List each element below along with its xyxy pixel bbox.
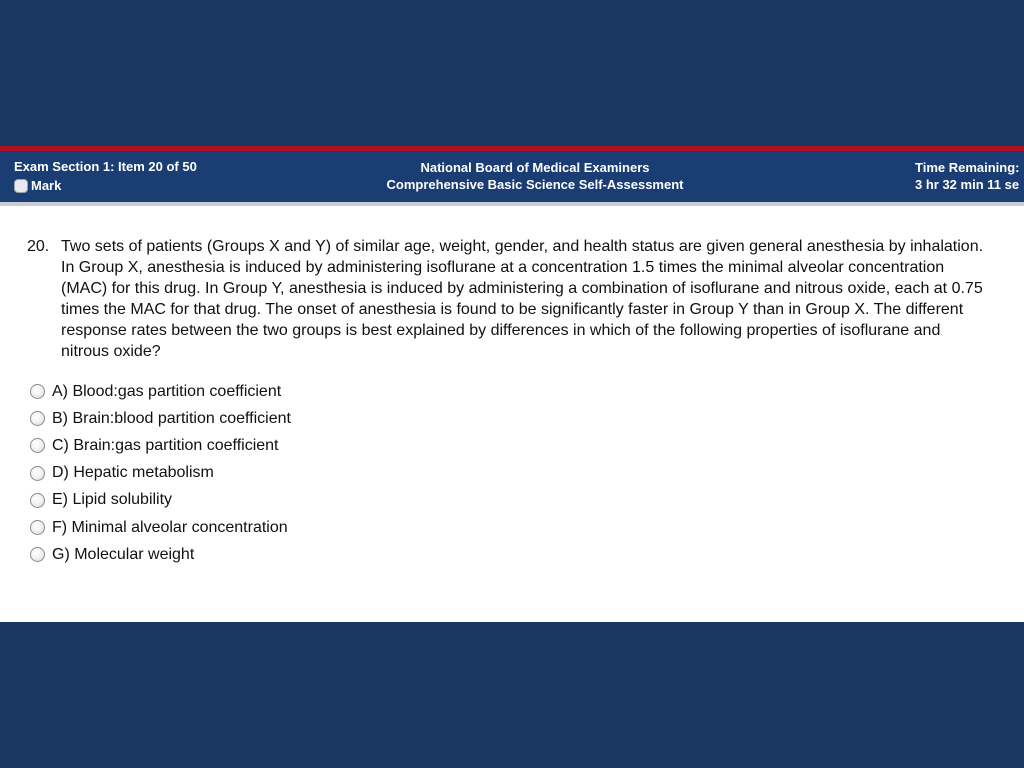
answer-option-c[interactable] [30,432,291,459]
mark-checkbox[interactable] [14,178,61,193]
bottom-frame [0,622,1024,768]
answer-option-g[interactable] [30,541,291,568]
answer-label-d[interactable]: D) Hepatic metabolism [52,464,214,482]
radio-f[interactable] [30,520,45,535]
answer-option-d[interactable] [30,460,291,487]
time-remaining-value: 3 hr 32 min 11 se [915,177,1020,192]
radio-c[interactable] [30,438,45,453]
radio-b[interactable] [30,411,45,426]
exam-title [330,159,740,193]
time-remaining-label: Time Remaining: [915,160,1020,175]
time-remaining [915,159,1024,193]
answer-option-b[interactable] [30,405,291,432]
radio-d[interactable] [30,466,45,481]
question-panel [0,206,1024,622]
question-text: Two sets of patients (Groups X and Y) of similar age, weight, gender, and health status are given general anesthesia by inhalation. In Group X, anesthesia is induced by administering isoflurane at a concentration 1.5 times the minimal alveolar concentration (MAC) for this drug. In Group Y, anesthesia is induced by administering a combination of isoflurane and nitrous oxide, each at 0.75 times the MAC for that drug. The onset of anesthesia is found to be significantly faster in Group Y than in Group X. The different response rates between the two groups is best explained by differences in which of the following properties of isoflurane and nitrous oxide? [61,238,984,360]
mark-label: Mark [31,178,62,193]
exam-title-organization: National Board of Medical Examiners [420,160,650,175]
exam-header [0,151,1024,202]
question-number: 20. [27,238,50,255]
top-frame [0,0,1024,146]
radio-a[interactable] [30,384,45,399]
radio-g[interactable] [30,547,45,562]
question-stem [27,236,997,362]
answer-label-c[interactable]: C) Brain:gas partition coefficient [52,436,279,454]
answer-option-f[interactable] [30,514,291,541]
radio-e[interactable] [30,493,45,508]
answer-options [30,378,291,568]
exam-title-name: Comprehensive Basic Science Self-Assessment [386,177,684,192]
answer-label-b[interactable]: B) Brain:blood partition coefficient [52,409,291,427]
answer-option-e[interactable] [30,487,291,514]
answer-option-a[interactable] [30,378,291,405]
answer-label-e[interactable]: E) Lipid solubility [52,491,173,509]
answer-label-g[interactable]: G) Molecular weight [52,545,195,563]
answer-label-f[interactable]: F) Minimal alveolar concentration [52,518,288,536]
mark-checkbox-box[interactable] [14,179,28,193]
item-counter: Exam Section 1: Item 20 of 50 [14,159,197,174]
answer-label-a[interactable]: A) Blood:gas partition coefficient [52,382,282,400]
